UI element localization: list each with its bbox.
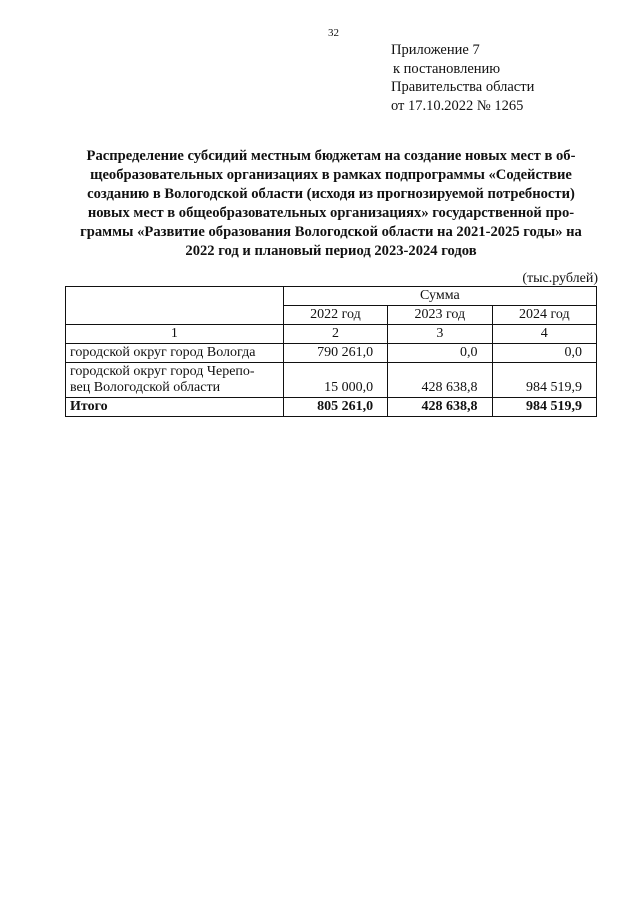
appendix-block bbox=[391, 41, 534, 115]
appendix-line-3: Правительства области bbox=[391, 79, 535, 95]
title-line: созданию в Вологодской области (исходя из прогнозируемой потребности) bbox=[87, 186, 575, 202]
total-value-2022: 805 261,0 bbox=[283, 398, 387, 417]
colnum-3: 3 bbox=[388, 325, 492, 344]
row-value-2022: 15 000,0 bbox=[283, 363, 387, 398]
colnum-1: 1 bbox=[66, 325, 284, 344]
row-name-line-2: вец Вологодской области bbox=[70, 380, 221, 395]
row-name: городской округ город Вологда bbox=[66, 344, 284, 363]
header-empty-cell bbox=[66, 287, 284, 325]
table-row bbox=[66, 344, 597, 363]
total-value-2023: 428 638,8 bbox=[388, 398, 492, 417]
table-header-row bbox=[66, 287, 597, 306]
appendix-line-4: от 17.10.2022 № 1265 bbox=[391, 97, 524, 114]
row-value-2024: 984 519,9 bbox=[492, 363, 596, 398]
appendix-line-1: Приложение 7 bbox=[391, 42, 480, 58]
document-title bbox=[66, 147, 596, 261]
title-line: новых мест в общеобразовательных организациях» государственной про- bbox=[87, 205, 575, 221]
row-value-2024: 0,0 bbox=[492, 344, 596, 363]
subsidy-table bbox=[65, 286, 597, 417]
table-row bbox=[66, 363, 597, 398]
row-name-line-1: городской округ город Черепо- bbox=[70, 364, 255, 379]
title-line: 2022 год и плановый период 2023-2024 годов bbox=[185, 243, 477, 259]
total-label: Итого bbox=[66, 398, 284, 417]
title-line: граммы «Развитие образования Вологодской области на 2021-2025 годы» на bbox=[80, 224, 582, 240]
appendix-line-2: к постановлению bbox=[393, 60, 501, 77]
header-year-2024: 2024 год bbox=[492, 306, 596, 325]
colnum-2: 2 bbox=[283, 325, 387, 344]
row-name bbox=[66, 363, 284, 398]
page-number: 32 bbox=[328, 27, 339, 39]
title-line: щеобразовательных организациях в рамках подпрограммы «Содействие bbox=[90, 167, 572, 183]
header-year-2022: 2022 год bbox=[283, 306, 387, 325]
units-label: (тыс.рублей) bbox=[522, 271, 598, 286]
row-value-2022: 790 261,0 bbox=[283, 344, 387, 363]
header-year-2023: 2023 год bbox=[388, 306, 492, 325]
total-value-2024: 984 519,9 bbox=[492, 398, 596, 417]
colnum-4: 4 bbox=[492, 325, 596, 344]
table-total-row bbox=[66, 398, 597, 417]
row-value-2023: 428 638,8 bbox=[388, 363, 492, 398]
title-line: Распределение субсидий местным бюджетам на создание новых мест в об- bbox=[86, 148, 576, 164]
header-sum: Сумма bbox=[283, 287, 596, 306]
table-colnum-row bbox=[66, 325, 597, 344]
row-value-2023: 0,0 bbox=[388, 344, 492, 363]
